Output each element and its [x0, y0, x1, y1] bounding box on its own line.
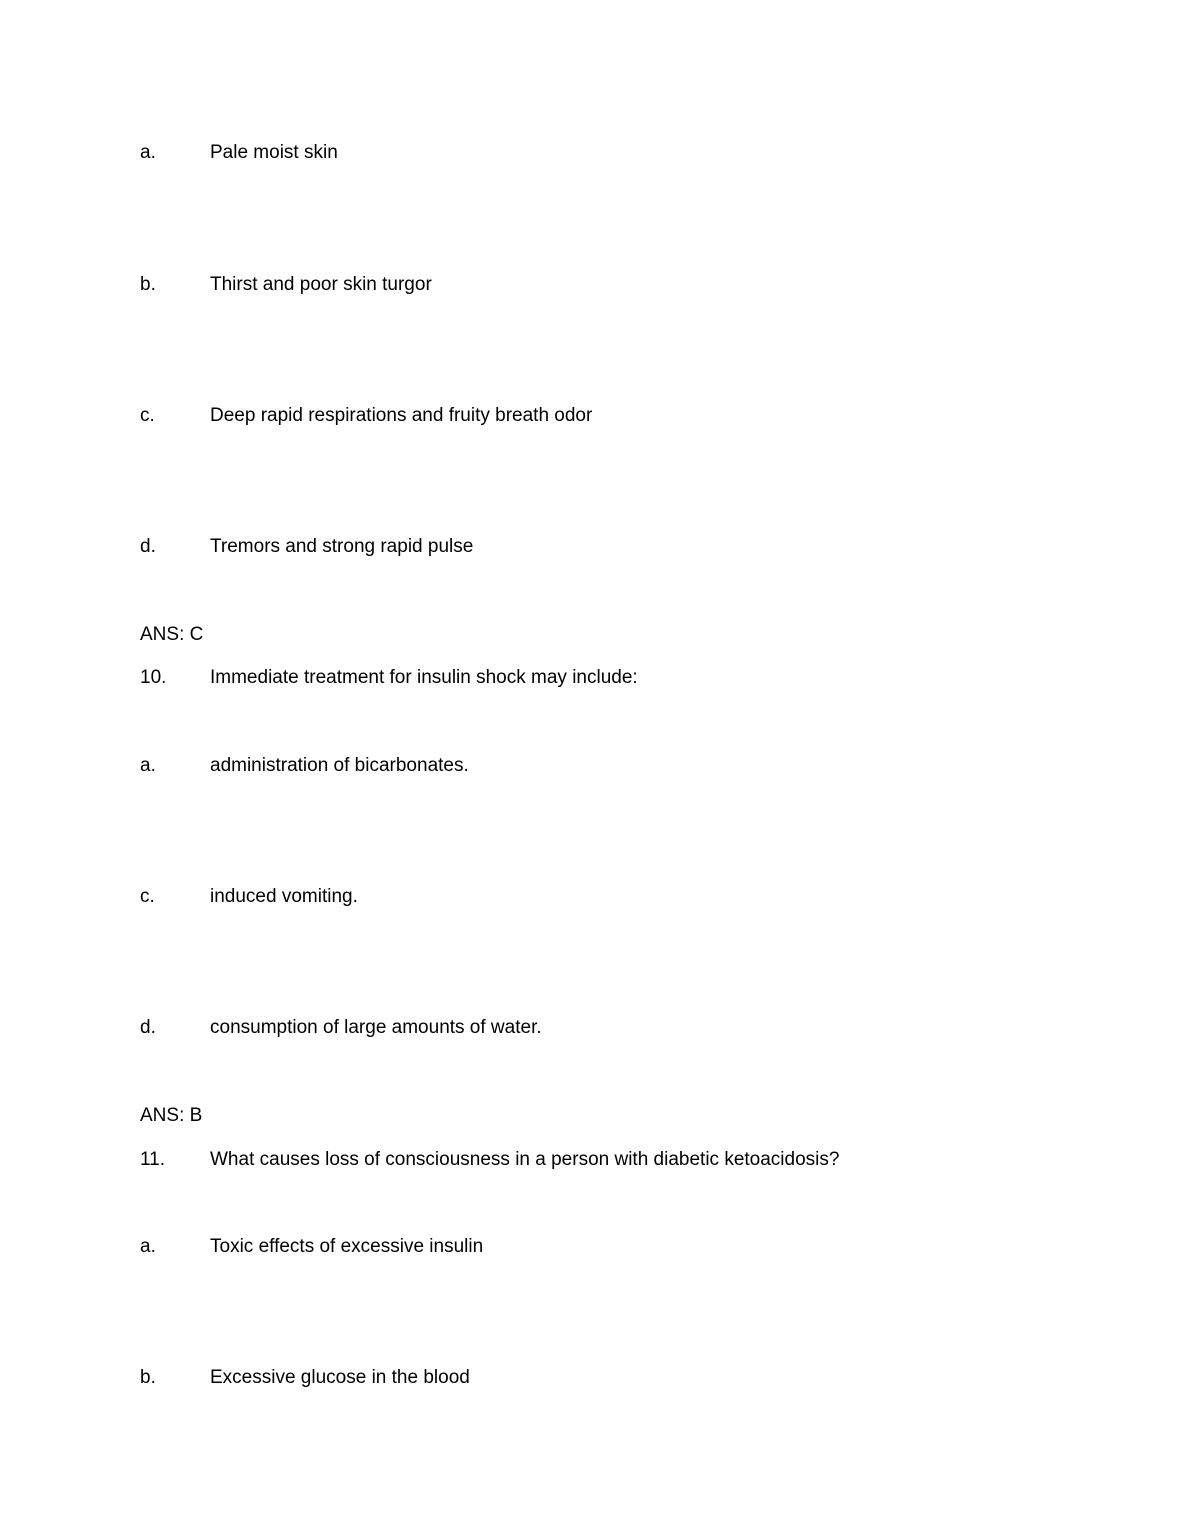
question-number: 11. [140, 1149, 166, 1170]
option-text: Thirst and poor skin turgor [210, 274, 432, 295]
option-text: Pale moist skin [210, 142, 338, 163]
answer-text: ANS: C [140, 624, 204, 645]
option-text: consumption of large amounts of water. [210, 1017, 542, 1038]
option-label: a. [140, 755, 156, 776]
option-label: c. [140, 405, 155, 426]
option-text: administration of bicarbonates. [210, 755, 469, 776]
option-label: c. [140, 886, 155, 907]
option-label: b. [140, 1367, 156, 1388]
option-label: a. [140, 1236, 156, 1257]
question-number: 10. [140, 667, 167, 688]
option-label: b. [140, 274, 156, 295]
option-label: d. [140, 1017, 156, 1038]
option-label: d. [140, 536, 156, 557]
option-text: Toxic effects of excessive insulin [210, 1236, 484, 1257]
option-label: a. [140, 142, 156, 163]
question-text: What causes loss of consciousness in a person with diabetic ketoacidosis? [210, 1149, 840, 1170]
option-text: Tremors and strong rapid pulse [210, 536, 474, 557]
answer-text: ANS: B [140, 1105, 203, 1126]
option-text: Deep rapid respirations and fruity breath odor [210, 405, 593, 426]
option-text: induced vomiting. [210, 886, 358, 907]
question-text: Immediate treatment for insulin shock may include: [210, 667, 638, 688]
option-text: Excessive glucose in the blood [210, 1367, 470, 1388]
